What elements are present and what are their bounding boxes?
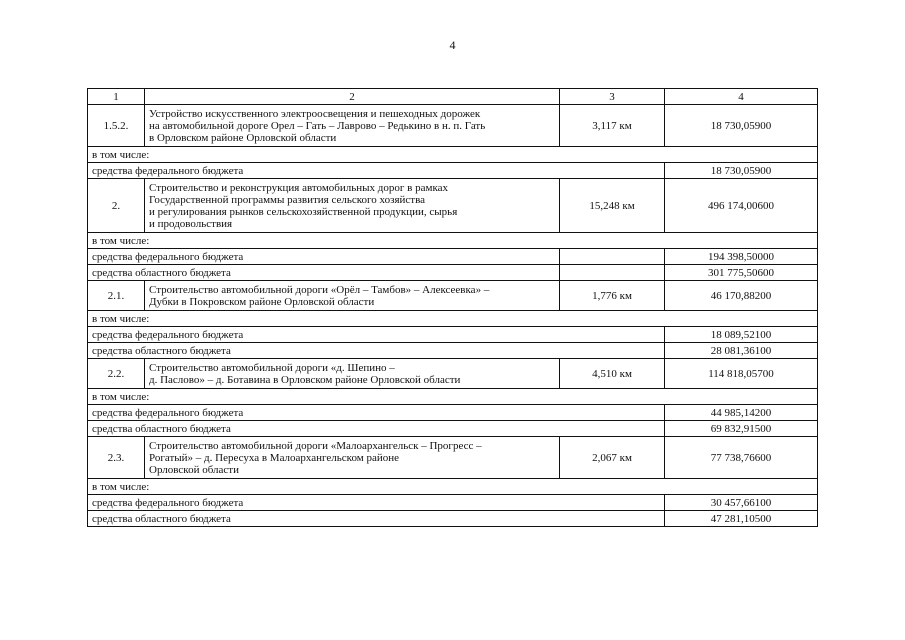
subtotal-note-label: в том числе: bbox=[88, 479, 818, 495]
funding-source-label: средства областного бюджета bbox=[88, 511, 665, 527]
funding-source-label: средства федерального бюджета bbox=[88, 163, 665, 179]
item-name bbox=[145, 359, 560, 389]
header-cell-4: 4 bbox=[665, 89, 818, 105]
funding-source-label: средства федерального бюджета bbox=[88, 405, 665, 421]
funding-row bbox=[88, 343, 818, 359]
item-amount: 114 818,05700 bbox=[665, 359, 818, 389]
funding-source-label: средства федерального бюджета bbox=[88, 495, 665, 511]
funding-amount: 18 730,05900 bbox=[665, 163, 818, 179]
item-name-line: Строительство автомобильной дороги «д. Шепино – bbox=[149, 361, 395, 374]
header-cell-3: 3 bbox=[560, 89, 665, 105]
item-length: 3,117 км bbox=[560, 105, 665, 147]
funding-source-label: средства областного бюджета bbox=[88, 421, 665, 437]
funding-source-label: средства областного бюджета bbox=[88, 265, 560, 281]
item-row bbox=[88, 281, 818, 311]
funding-amount: 301 775,50600 bbox=[665, 265, 818, 281]
funding-row bbox=[88, 495, 818, 511]
item-amount: 18 730,05900 bbox=[665, 105, 818, 147]
funding-row bbox=[88, 163, 818, 179]
item-row bbox=[88, 179, 818, 233]
funding-row bbox=[88, 265, 818, 281]
item-length: 15,248 км bbox=[560, 179, 665, 233]
subtotal-note-label: в том числе: bbox=[88, 389, 818, 405]
funding-amount: 69 832,91500 bbox=[665, 421, 818, 437]
item-name-line: Орловской области bbox=[149, 463, 239, 476]
header-row bbox=[88, 89, 818, 105]
funding-amount: 47 281,10500 bbox=[665, 511, 818, 527]
item-name-line: Дубки в Покровском районе Орловской области bbox=[149, 295, 375, 308]
funding-row bbox=[88, 421, 818, 437]
header-cell-2: 2 bbox=[145, 89, 560, 105]
item-name-line: и регулирования рынков сельскохозяйственной продукции, сырья bbox=[149, 205, 458, 218]
funding-row bbox=[88, 511, 818, 527]
funding-source-label: средства федерального бюджета bbox=[88, 327, 665, 343]
item-name bbox=[145, 179, 560, 233]
item-amount: 77 738,76600 bbox=[665, 437, 818, 479]
funding-amount: 18 089,52100 bbox=[665, 327, 818, 343]
item-name-line: на автомобильной дороге Орел – Гать – Лаврово – Редькино в н. п. Гать bbox=[149, 119, 486, 132]
empty-length-cell bbox=[560, 265, 665, 281]
subtotal-note-row bbox=[88, 147, 818, 163]
item-row bbox=[88, 105, 818, 147]
item-number: 2.1. bbox=[88, 281, 145, 311]
header-cell-1: 1 bbox=[88, 89, 145, 105]
item-length: 1,776 км bbox=[560, 281, 665, 311]
item-name-line: в Орловском районе Орловской области bbox=[149, 131, 337, 144]
subtotal-note-label: в том числе: bbox=[88, 233, 818, 249]
budget-table-body bbox=[88, 89, 818, 527]
item-name-line: Строительство и реконструкция автомобильных дорог в рамках bbox=[149, 181, 449, 194]
item-number: 2.2. bbox=[88, 359, 145, 389]
item-name-line: Рогатый» – д. Пересуха в Малоархангельском районе bbox=[149, 451, 400, 464]
funding-amount: 30 457,66100 bbox=[665, 495, 818, 511]
funding-amount: 44 985,14200 bbox=[665, 405, 818, 421]
funding-source-label: средства федерального бюджета bbox=[88, 249, 560, 265]
item-number: 2. bbox=[88, 179, 145, 233]
item-amount: 46 170,88200 bbox=[665, 281, 818, 311]
item-length: 2,067 км bbox=[560, 437, 665, 479]
budget-table bbox=[87, 88, 818, 527]
item-amount: 496 174,00600 bbox=[665, 179, 818, 233]
funding-row bbox=[88, 249, 818, 265]
item-name-line: д. Пaслово» – д. Ботавина в Орловском районе Орловской области bbox=[149, 373, 461, 386]
item-number: 1.5.2. bbox=[88, 105, 145, 147]
item-name-line: Строительство автомобильной дороги «Орёл – Тамбов» – Алексеевка» – bbox=[149, 283, 490, 296]
funding-row bbox=[88, 327, 818, 343]
item-number: 2.3. bbox=[88, 437, 145, 479]
item-name-line: Государственной программы развития сельского хозяйства bbox=[149, 193, 426, 206]
item-name-line: Строительство автомобильной дороги «Малоархангельск – Прогресс – bbox=[149, 439, 482, 452]
funding-source-label: средства областного бюджета bbox=[88, 343, 665, 359]
item-length: 4,510 км bbox=[560, 359, 665, 389]
subtotal-note-label: в том числе: bbox=[88, 311, 818, 327]
funding-row bbox=[88, 405, 818, 421]
subtotal-note-row bbox=[88, 389, 818, 405]
item-name-line: и продовольствия bbox=[149, 217, 233, 230]
item-name bbox=[145, 281, 560, 311]
funding-amount: 28 081,36100 bbox=[665, 343, 818, 359]
item-name bbox=[145, 437, 560, 479]
subtotal-note-row bbox=[88, 311, 818, 327]
item-name-line: Устройство искусственного электроосвещения и пешеходных дорожек bbox=[149, 107, 481, 120]
subtotal-note-row bbox=[88, 479, 818, 495]
funding-amount: 194 398,50000 bbox=[665, 249, 818, 265]
page-number: 4 bbox=[449, 38, 456, 52]
empty-length-cell bbox=[560, 249, 665, 265]
item-row bbox=[88, 359, 818, 389]
item-row bbox=[88, 437, 818, 479]
subtotal-note-label: в том числе: bbox=[88, 147, 818, 163]
item-name bbox=[145, 105, 560, 147]
subtotal-note-row bbox=[88, 233, 818, 249]
